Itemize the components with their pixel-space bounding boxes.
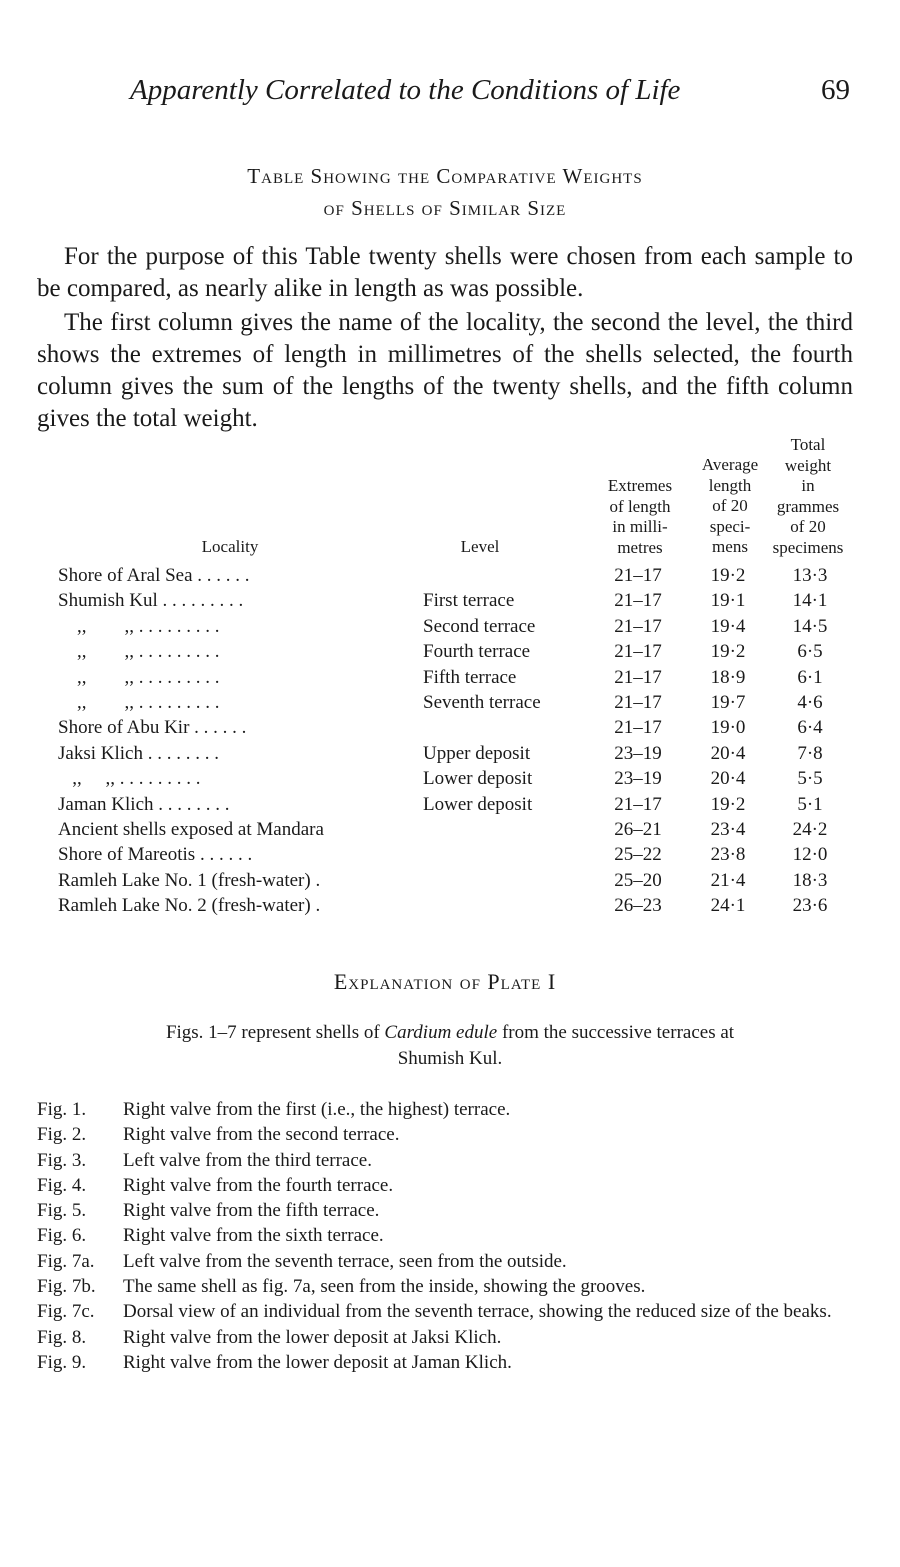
cell-total: 4·6 [797,692,823,713]
cell-average: 20·4 [710,742,746,764]
figure-caption-item [37,1299,867,1324]
intro-paragraph-1: For the purpose of this Table twenty shells were chosen from each sample to be compared, as nearly alike in length as was possible. [37,243,853,302]
figure-label: Fig. 1. [37,1099,87,1120]
cell-total: 5·1 [797,793,823,815]
header-line: of 20 [712,496,748,515]
table-row [0,665,900,690]
figure-label: Fig. 2. [37,1124,87,1146]
cell-total: 14·1 [792,590,828,612]
table-row [0,842,900,867]
explanation-subtitle-pre: Figs. 1–7 represent shells of [165,1022,385,1043]
figure-text: Right valve from the lower deposit at Jaksi Klich. [123,1326,502,1348]
figure-caption-item [37,1350,867,1375]
cell-extremes: 21–17 [614,641,662,663]
cell-extremes: 23–19 [614,768,662,790]
cell-locality: Shore of Aral Sea . . . . . . [58,565,250,586]
cell-total: 24·2 [792,819,828,840]
figure-text: Dorsal view of an individual from the seventh terrace, showing the reduced size of the beaks. [123,1301,832,1323]
figure-label: Fig. 5. [37,1200,87,1222]
header-line: metres [617,537,663,557]
table-row [0,893,900,918]
cell-total: 6·4 [797,717,823,739]
cell-total: 12·0 [792,844,828,866]
cell-total: 7·8 [797,742,823,764]
header-line: grammes [776,496,840,516]
cell-extremes: 21–17 [614,615,662,637]
cell-level: Second terrace [423,615,536,637]
cell-level: Seventh terrace [423,692,541,713]
cell-total: 6·5 [797,641,823,663]
column-header-extremes [592,476,688,558]
table-row [0,690,900,715]
intro-paragraph-2: The first column gives the name of the locality, the second the level, the third shows the extremes of length in millimetres of the shells selected, the fourth column gives the sum of the lengths of the twenty shells, and the fifth column gives the total weight. [37,309,853,432]
cell-locality: Shore of Mareotis . . . . . . [58,844,253,866]
cell-locality: Shore of Abu Kir . . . . . . [58,717,247,739]
figure-caption-item [37,1173,867,1198]
figure-label: Fig. 7c. [37,1301,95,1323]
cell-locality: ,, ,, . . . . . . . . . [58,641,220,663]
page-number: 69 [821,74,850,106]
cell-total: 13·3 [792,565,828,586]
cell-average: 19·2 [710,565,746,586]
explanation-subtitle [140,1020,760,1072]
table-row [0,715,900,740]
cell-average: 18·9 [710,666,746,688]
table-title [0,160,890,224]
figure-text: Right valve from the first (i.e., the highest) terrace. [123,1099,511,1120]
figure-label: Fig. 8. [37,1326,87,1348]
cell-extremes: 21–17 [614,565,662,586]
cell-extremes: 21–17 [614,717,662,739]
explanation-subtitle-post: from the successive terraces at Shumish Kul. [397,1022,735,1069]
table-row [0,614,900,639]
cell-level: First terrace [423,590,515,612]
figure-caption-item [37,1122,867,1147]
cell-locality: ,, ,, . . . . . . . . . [58,768,201,790]
figure-caption-item [37,1223,867,1248]
cell-extremes: 26–21 [614,819,662,840]
table-row [0,563,900,588]
cell-level: Upper deposit [423,742,531,764]
figure-label: Fig. 6. [37,1225,87,1247]
table-row [0,741,900,766]
table-row [0,766,900,791]
cell-average: 23·8 [710,844,746,866]
explanation-subtitle-species: Cardium edule [384,1022,498,1043]
cell-extremes: 26–23 [614,895,662,917]
cell-locality: ,, ,, . . . . . . . . . [58,692,220,713]
figure-text: Right valve from the lower deposit at Jaman Klich. [123,1351,512,1373]
cell-average: 19·2 [710,641,746,663]
header-line: Average [701,455,759,474]
cell-extremes: 21–17 [614,793,662,815]
cell-extremes: 25–20 [614,869,662,891]
running-head [130,74,850,110]
cell-average: 19·2 [710,793,746,815]
cell-extremes: 25–22 [614,844,662,866]
figure-text: Right valve from the second terrace. [123,1124,400,1146]
header-line: speci- [709,516,751,536]
header-line: Extremes [607,476,673,495]
cell-total: 5·5 [797,768,823,790]
header-line: specimens [772,537,844,557]
cell-locality: Jaksi Klich . . . . . . . . [58,742,219,764]
table-title-line-2: of Shells of Similar Size [323,196,567,220]
cell-average: 24·1 [710,895,746,917]
header-line: of 20 [790,517,826,536]
cell-extremes: 21–17 [614,666,662,688]
running-head-title: Apparently Correlated to the Conditions of Life [130,74,681,106]
table-row [0,817,900,842]
header-line: Total [790,435,826,454]
header-line: in milli- [612,517,668,536]
cell-average: 20·4 [710,768,746,790]
cell-locality: Shumish Kul . . . . . . . . . [58,590,244,612]
figure-caption-item [37,1249,867,1274]
figure-caption-item [37,1198,867,1223]
cell-average: 21·4 [710,869,746,891]
cell-average: 19·4 [710,615,746,637]
cell-locality: Ramleh Lake No. 1 (fresh-water) . [58,869,321,891]
cell-total: 18·3 [792,869,828,891]
figure-text: The same shell as fig. 7a, seen from the inside, showing the grooves. [123,1276,646,1298]
cell-level: Lower deposit [423,793,533,815]
figure-label: Fig. 3. [37,1149,87,1171]
cell-total: 23·6 [792,895,828,917]
cell-level: Fifth terrace [423,666,517,688]
table-title-line-1: Table Showing the Comparative Weights [247,164,643,188]
figure-text: Left valve from the seventh terrace, seen from the outside. [123,1250,567,1272]
cell-locality: Ancient shells exposed at Mandara [58,819,324,840]
table-row [0,868,900,893]
column-header-locality: Locality [201,537,259,556]
cell-level: Fourth terrace [423,641,531,663]
cell-average: 19·7 [710,692,746,713]
cell-locality: Ramleh Lake No. 2 (fresh-water) . [58,895,321,917]
header-line: length [708,475,752,495]
header-line: of length [609,496,671,516]
figure-list [37,1097,867,1375]
figure-text: Right valve from the sixth terrace. [123,1225,384,1247]
cell-total: 6·1 [797,666,823,688]
figure-caption-item [37,1325,867,1350]
header-line: weight [784,455,832,475]
table-row [0,792,900,817]
figure-label: Fig. 7a. [37,1250,95,1272]
column-header-total [758,435,858,558]
header-line: mens [712,537,748,556]
cell-locality: ,, ,, . . . . . . . . . [58,666,220,688]
cell-locality: ,, ,, . . . . . . . . . [58,615,220,637]
figure-text: Right valve from the fifth terrace. [123,1200,380,1222]
figure-label: Fig. 9. [37,1351,87,1373]
table-row [0,639,900,664]
cell-average: 19·0 [710,717,746,739]
cell-extremes: 21–17 [614,590,662,612]
cell-average: 23·4 [710,819,746,840]
figure-caption-item [37,1148,867,1173]
cell-locality: Jaman Klich . . . . . . . . [58,793,230,815]
cell-level: Lower deposit [423,768,533,790]
cell-average: 19·1 [710,590,746,612]
figure-label: Fig. 4. [37,1174,87,1196]
figure-caption-item [37,1274,867,1299]
cell-total: 14·5 [792,615,828,637]
figure-text: Left valve from the third terrace. [123,1149,372,1171]
figure-label: Fig. 7b. [37,1276,96,1298]
figure-text: Right valve from the fourth terrace. [123,1174,394,1196]
header-line: in [801,476,815,495]
explanation-title: Explanation of Plate I [333,969,557,994]
column-header-level: Level [460,537,500,556]
cell-extremes: 23–19 [614,742,662,764]
table-row [0,588,900,613]
cell-extremes: 21–17 [614,692,662,713]
figure-caption-item [37,1097,867,1122]
